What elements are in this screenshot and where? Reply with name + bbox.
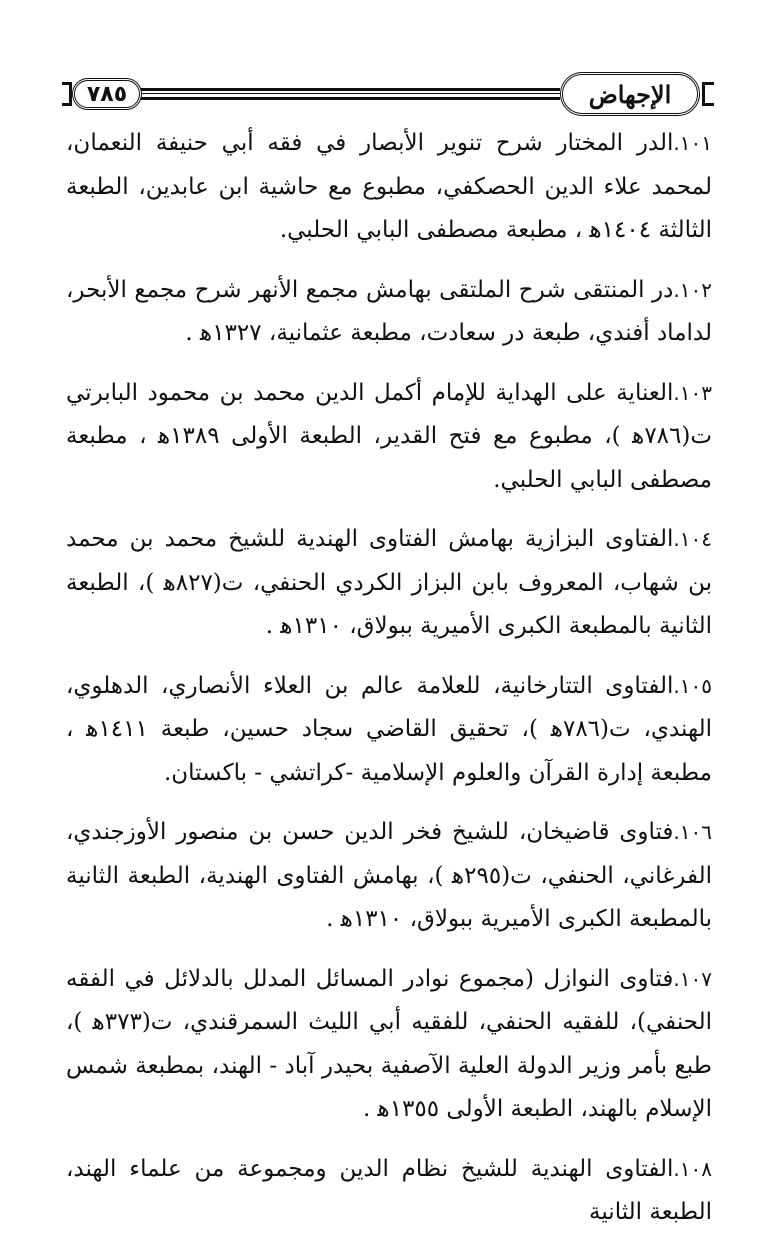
running-title: الإجهاض — [560, 72, 700, 116]
header-left-bracket — [62, 82, 72, 106]
entry-number: ١٠٢. — [673, 277, 712, 302]
reference-entry — [66, 1148, 712, 1235]
entry-number: ١٠٥. — [673, 673, 712, 698]
reference-entry — [66, 372, 712, 503]
entry-text: فتاوى النوازل (مجموع نوادر المسائل المدلل بالدلائل في الفقه الحنفي)، للفقيه الحنفي، للفقيه أبي الليث السمرقندي، ت(٣٧٣ﻫ )، طبع بأمر وزير الدولة العلية الآصفية بحيدر آباد - الهند، بمطبعة شمس الإسلام بالهند، الطبعة الأولى ١٣٥٥ﻫ . — [66, 965, 713, 1122]
entry-number: ١٠٨. — [673, 1156, 712, 1181]
entry-text: در المنتقى شرح الملتقى بهامش مجمع الأنهر شرح مجمع الأبحر، لداماد أفندي، طبعة در سعادت، مطبعة عثمانية، ١٣٢٧ﻫ . — [66, 276, 712, 346]
entry-text: الفتاوى البزازية بهامش الفتاوى الهندية للشيخ محمد بن محمد بن شهاب، المعروف بابن البزاز الكردي الحنفي، ت(٨٢٧ﻫ )، الطبعة الثانية بالمطبعة الكبرى الأميرية ببولاق، ١٣١٠ﻫ . — [66, 526, 712, 639]
entry-number: ١٠٧. — [673, 966, 712, 991]
reference-entry — [66, 665, 712, 796]
entry-text: الدر المختار شرح تنوير الأبصار في فقه أبي حنيفة النعمان، لمحمد علاء الدين الحصكفي، مطبوع مع حاشية ابن عابدين، الطبعة الثالثة ١٤٠٤ﻫ ، مطبعة مصطفى البابي الحلبي. — [66, 130, 712, 243]
entry-text: فتاوى قاضيخان، للشيخ فخر الدين حسن بن منصور الأوزجندي، الفرغاني، الحنفي، ت(٢٩٥ﻫ )، بهامش الفتاوى الهندية، الطبعة الثانية بالمطبعة الكبرى الأميرية ببولاق، ١٣١٠ﻫ . — [66, 819, 712, 932]
reference-entry — [66, 811, 712, 942]
entry-number: ١٠٣. — [673, 380, 712, 405]
page-number: ٧٨٥ — [72, 78, 142, 110]
entry-text: الفتاوى التتارخانية، للعلامة عالم بن العلاء الأنصاري، الدهلوي، الهندي، ت(٧٨٦ﻫ )، تحقيق القاضي سجاد حسين، طبعة ١٤١١ﻫ ، مطبعة إدارة القرآن والعلوم الإسلامية -كراتشي - باكستان. — [66, 672, 712, 786]
reference-entry — [66, 518, 712, 649]
reference-entry — [66, 958, 712, 1132]
entry-number: ١٠٦. — [673, 820, 712, 844]
page-header — [70, 72, 710, 120]
header-right-bracket — [702, 82, 714, 106]
entry-text: الفتاوى الهندية للشيخ نظام الدين ومجموعة من علماء الهند، الطبعة الثانية — [66, 1155, 712, 1225]
entry-text: العناية على الهداية للإمام أكمل الدين محمد بن محمود البابرتي ت(٧٨٦ﻫ )، مطبوع مع فتح القدير، الطبعة الأولى ١٣٨٩ﻫ ، مطبعة مصطفى البابي الحلبي. — [66, 379, 713, 493]
header-rule — [140, 88, 560, 100]
entry-number: ١٠٤. — [673, 527, 712, 551]
reference-entry — [66, 269, 712, 356]
reference-entry — [66, 122, 712, 253]
references-list — [66, 122, 712, 1251]
entry-number: ١٠١. — [673, 131, 712, 155]
